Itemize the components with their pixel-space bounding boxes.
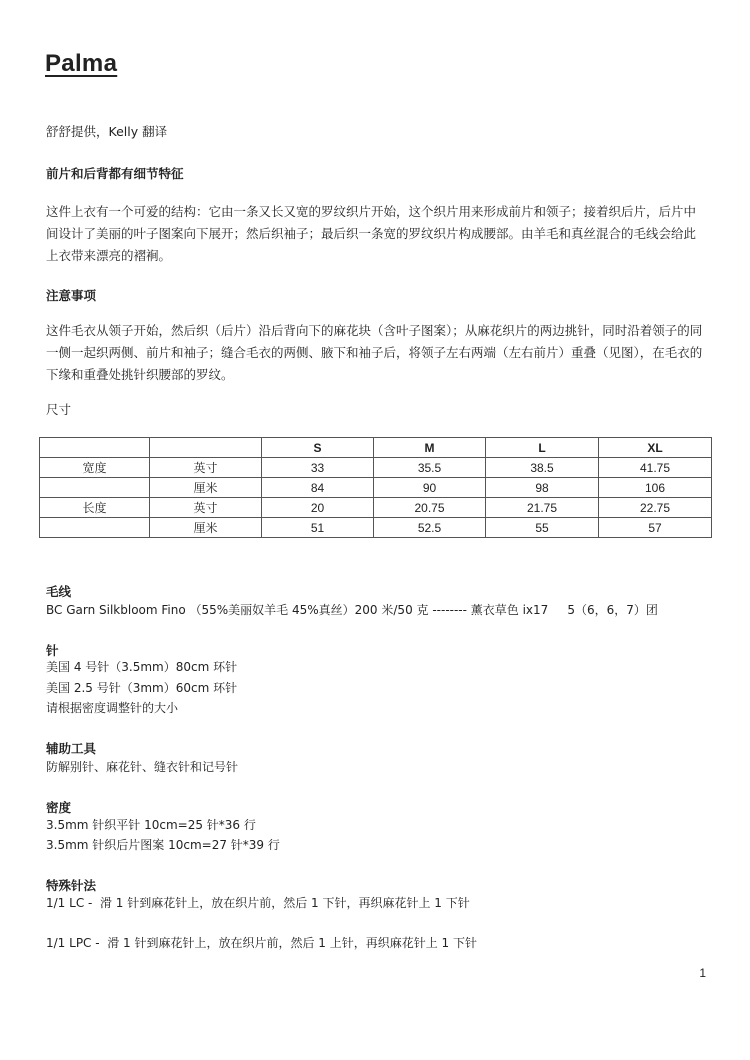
table-cell: 55 <box>486 518 599 538</box>
row-unit-label: 厘米 <box>150 478 262 498</box>
row-unit-label: 英寸 <box>150 458 262 478</box>
table-cell: 51 <box>262 518 374 538</box>
gauge-line: 3.5mm 针织平针 10cm=25 针*36 行 <box>46 818 256 832</box>
intro-paragraph: 这件上衣有一个可爱的结构：它由一条又长又宽的罗纹织片开始，这个织片用来形成前片和领子；接着织后片，后片中间设计了美丽的叶子图案向下展开；然后织袖子；最后织一条宽的罗纹织片构成腰部。由羊毛和真丝混合的毛线会给此上衣带来漂亮的褶裥。 <box>46 204 697 263</box>
size-col-header: M <box>374 438 486 458</box>
needle-line: 美国 4 号针（3.5mm）80cm 环针 <box>46 660 238 674</box>
yarn-line: BC Garn Silkbloom Fino （55%美丽奴羊毛 45%真丝）200 米/50 克 -------- 薰衣草色 ix17 5（6，6，7）团 <box>46 603 658 617</box>
notes-heading: 注意事项 <box>46 288 97 303</box>
stitch-line: 1/1 LC - 滑 1 针到麻花针上，放在织片前，然后 1 下针，再织麻花针上 1 下针 <box>46 896 470 910</box>
feature-heading: 前片和后背都有细节特征 <box>46 166 184 181</box>
gauge-heading: 密度 <box>46 800 72 815</box>
table-cell: 52.5 <box>374 518 486 538</box>
table-cell: 20.75 <box>374 498 486 518</box>
size-table <box>39 437 712 538</box>
table-cell: 98 <box>486 478 599 498</box>
stitch-line: 1/1 LPC - 滑 1 针到麻花针上，放在织片前，然后 1 上针，再织麻花针上 1 下针 <box>46 936 477 950</box>
gauge-line: 3.5mm 针织后片图案 10cm=27 针*39 行 <box>46 838 280 852</box>
page-number: 1 <box>699 966 706 980</box>
row-group-label: 宽度 <box>40 458 150 478</box>
table-cell: 33 <box>262 458 374 478</box>
table-row <box>40 498 712 518</box>
table-cell: 35.5 <box>374 458 486 478</box>
table-cell: 38.5 <box>486 458 599 478</box>
stitches-heading: 特殊针法 <box>46 878 97 893</box>
row-group-label <box>40 518 150 538</box>
table-cell: 22.75 <box>599 498 712 518</box>
table-cell: 20 <box>262 498 374 518</box>
credit-line: 舒舒提供，Kelly 翻译 <box>46 124 168 139</box>
row-unit-label: 厘米 <box>150 518 262 538</box>
row-group-label <box>40 478 150 498</box>
table-cell: 90 <box>374 478 486 498</box>
table-cell: 57 <box>599 518 712 538</box>
needle-line: 美国 2.5 号针（3mm）60cm 环针 <box>46 681 238 695</box>
size-col-header: L <box>486 438 599 458</box>
table-cell: 84 <box>262 478 374 498</box>
needles-heading: 针 <box>46 643 59 658</box>
size-col-header: XL <box>599 438 712 458</box>
table-cell: 41.75 <box>599 458 712 478</box>
notions-line: 防解别针、麻花针、缝衣针和记号针 <box>46 760 239 774</box>
size-col-header: S <box>262 438 374 458</box>
size-heading: 尺寸 <box>46 402 72 417</box>
table-row <box>40 458 712 478</box>
table-row <box>40 518 712 538</box>
notes-paragraph: 这件毛衣从领子开始，然后织（后片）沿后背向下的麻花块（含叶子图案）；从麻花织片的两边挑针，同时沿着领子的同一侧一起织两侧、前片和袖子；缝合毛衣的两侧、腋下和袖子后，将领子左右两端（左右前片）重叠（见图），在毛衣的下缘和重叠处挑针织腰部的罗纹。 <box>46 323 703 382</box>
size-table-header-row <box>40 438 712 458</box>
yarn-heading: 毛线 <box>46 584 72 599</box>
table-row <box>40 478 712 498</box>
table-cell: 106 <box>599 478 712 498</box>
row-group-label: 长度 <box>40 498 150 518</box>
needle-line: 请根据密度调整针的大小 <box>46 701 179 715</box>
page-title: Palma <box>45 50 118 77</box>
notions-heading: 辅助工具 <box>46 741 97 756</box>
table-cell: 21.75 <box>486 498 599 518</box>
row-unit-label: 英寸 <box>150 498 262 518</box>
